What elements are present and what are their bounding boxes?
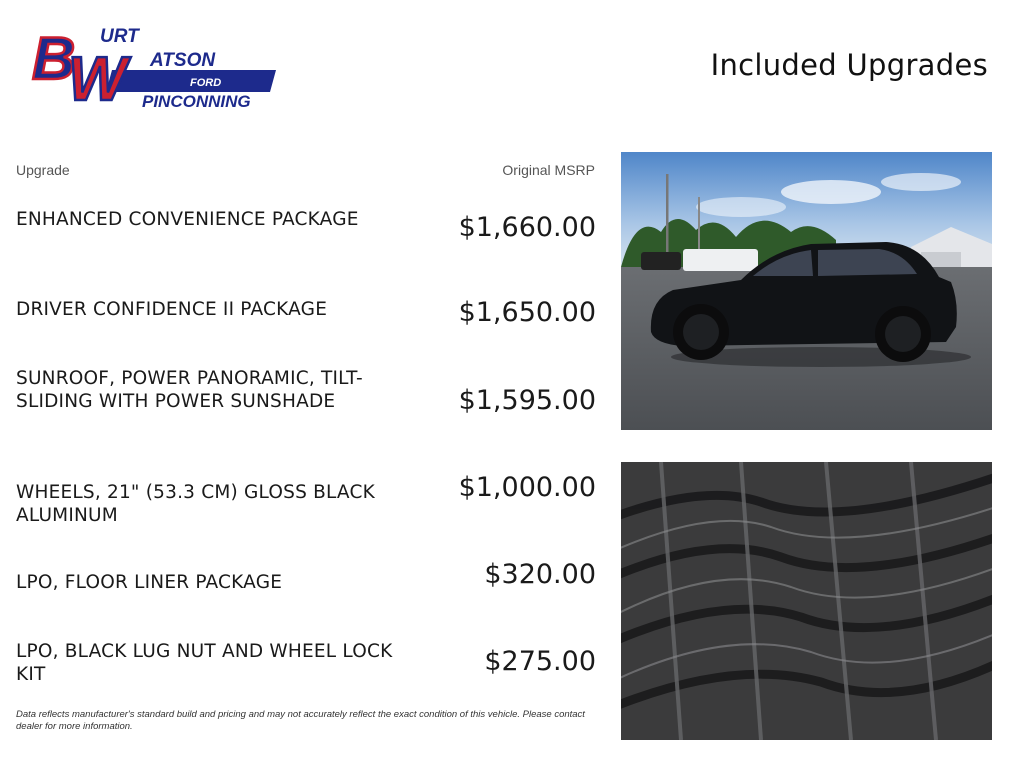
upgrade-price: $1,660.00: [458, 212, 596, 243]
column-header-upgrade: Upgrade: [16, 162, 70, 178]
vehicle-photo: [621, 152, 992, 430]
upgrade-name: ENHANCED CONVENIENCE PACKAGE: [16, 209, 359, 230]
column-header-msrp: Original MSRP: [502, 162, 595, 178]
disclaimer: Data reflects manufacturer's standard build and pricing and may not accurately reflect the exact condition of this vehicle. Please contact dealer for more information.: [16, 709, 585, 732]
upgrade-price: $1,595.00: [458, 385, 596, 416]
dealer-logo: [30, 22, 280, 112]
upgrade-name: LPO, FLOOR LINER PACKAGE: [16, 572, 283, 593]
svg-text:W: W: [68, 45, 127, 112]
svg-text:ATSON: ATSON: [150, 50, 216, 71]
upgrade-name: SUNROOF, POWER PANORAMIC, TILT-SLIDING WITH POWER SUNSHADE: [16, 368, 363, 412]
svg-text:B: B: [32, 25, 76, 92]
upgrade-name: DRIVER CONFIDENCE II PACKAGE: [16, 299, 328, 320]
upgrade-name: LPO, BLACK LUG NUT AND WHEEL LOCK KIT: [16, 641, 393, 685]
svg-text:URT: URT: [100, 26, 139, 47]
upgrade-name: WHEELS, 21" (53.3 CM) GLOSS BLACK ALUMINUM: [16, 482, 375, 526]
tire-tread-photo: [621, 462, 992, 740]
upgrade-price: $320.00: [484, 559, 596, 590]
upgrade-price: $1,000.00: [458, 472, 596, 503]
upgrade-price: $275.00: [484, 646, 596, 677]
upgrade-price: $1,650.00: [458, 297, 596, 328]
svg-text:PINCONNING: PINCONNING: [142, 92, 251, 111]
svg-text:FORD: FORD: [190, 77, 222, 89]
page-title: Included Upgrades: [710, 48, 988, 82]
